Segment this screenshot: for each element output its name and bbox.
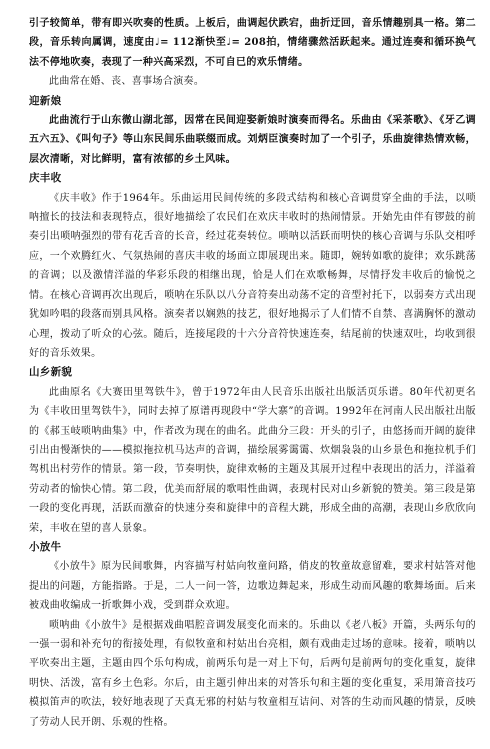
shanxiangxinmao-paragraph: 此曲原名《大赛田里驾铁牛》，曾于1972年由人民音乐出版社出版活页乐谱。80年代初更名为《丰收田里驾铁牛》，同时去掉了原谱再现段中“学大寨”的音调。1992年在河南人民出版社出版的《郝玉岐唢呐曲集》中，作者改为现在的曲名。此曲分三段：开头的引子，由悠扬而开阔的旋律引出由慢渐快的——模拟拖拉机马达声的音调，描绘展雾霭霭、炊烟袅袅的山乡景色和拖拉机手们驾机出村劳作的情景。第一段，节奏明快，旋律欢畅的主题及其展开过程中表现出的活力，洋溢着劳动者的愉快心情。第二段，优美而舒展的歌唱性曲调，表现村民对山乡新貌的赞美。第三段是第一段的变化再现，活跃而激奋的快速分奏和旋律中的音程大跳，形成全曲的高潮，表现山乡欣欣向荣，丰收在望的喜人景象。 — [29, 386, 476, 534]
intro-paragraph: 引子较简单，带有即兴吹奏的性质。上板后，曲调起伏跌宕，曲折迂回，音乐情趣别具一格。第二段，音乐转向属调，速度由♩= 112渐快至♩= 208拍，情绪骤然活跃起来。通过连奏和循环换气法不停地吹奏，表现了一种兴高采烈，不可自已的欢乐情绪。 — [29, 18, 476, 68]
section-title-qingfengshou: 庆丰收 — [29, 172, 62, 185]
section-title-yingxinniang: 迎新娘 — [29, 94, 62, 107]
xiaofangniu-paragraph-2: 唢呐曲《小放牛》是根据戏曲唱腔音调发展变化而来的。乐曲以《老八板》开篇，头两乐句的一强一弱和补充句的衔接处理，有似牧童和村姑出台亮相，颇有戏曲走过场的意味。接着，唢呐以平吹奏出主题，主题由四个乐句构成，前两乐句是一对上下句，后两句是前两句的变化重复，旋律明快、活泼，富有乡土色彩。尔后，由主题引伸出来的对答乐句和主题的变化重复，采用箫音技巧模拟笛声的吹法，较好地表现了天真无邪的村姑与牧童相互诘问、对答的生动而风趣的情景，反映了劳动人民开朗、乐观的性格。 — [29, 619, 476, 728]
section-title-xiaofangniu: 小放牛 — [29, 540, 62, 553]
qingfengshou-paragraph: 《庆丰收》作于1964年。乐曲运用民间传统的多段式结构和核心音调贯穿全曲的手法，以唢呐擅长的技法和表现特点，很好地描绘了农民们在欢庆丰收时的热闹情景。开始先由伴有锣鼓的前奏引出唢呐强烈的带有花舌音的长音，经过花奏转位。唢呐以活跃而明快的核心音调与乐队交相呼应，一个欢腾红火、气氛热闹的喜庆丰收的场面立即展现出来。随即，婉转如歌的旋律；欢乐跳荡的音调；以及激情洋溢的华彩乐段的相继出现，恰是人们在欢歌畅舞，尽情抒发丰收后的愉悦之情。在核心音调再次出现后，唢呐在乐队以八分音符奏出动荡不定的音型衬托下，以弱奏方式出现犹如吟唱的段落而别具风格。演奏者以娴熟的技艺，很好地揭示了人们情不自禁、喜满胸怀的激动心理，拨动了听众的心弦。随后，连接尾段的十六分音符快速连奏，结尾前的快速双吐，均收到很好的音乐效果。 — [29, 192, 476, 359]
intro-note: 此曲常在婚、丧、喜事场合演奏。 — [49, 76, 205, 88]
yingxinniang-paragraph: 此曲流行于山东微山湖北部，因常在民间迎娶新娘时演奏而得名。乐曲由《采茶歌》、《牙乙调五六五》、《叫句子》等山东民间乐曲联缀而成。刘炳臣演奏时加了一个引子，乐曲旋律热情欢畅，层次清晰，对比鲜明，富有浓郁的乡土风味。 — [29, 115, 476, 165]
section-title-shanxiangxinmao: 山乡新貌 — [29, 366, 73, 379]
xiaofangniu-paragraph-1: 《小放牛》原为民间歌舞，内容描写村姑向牧童问路，俏皮的牧童故意留难，要求村姑答对他提出的问题，方能指路。于是，二人一问一答，边歌边舞起来，形成生动而风趣的歌舞场面。后来被戏曲收编成一折歌舞小戏，受到群众欢迎。 — [29, 561, 476, 612]
